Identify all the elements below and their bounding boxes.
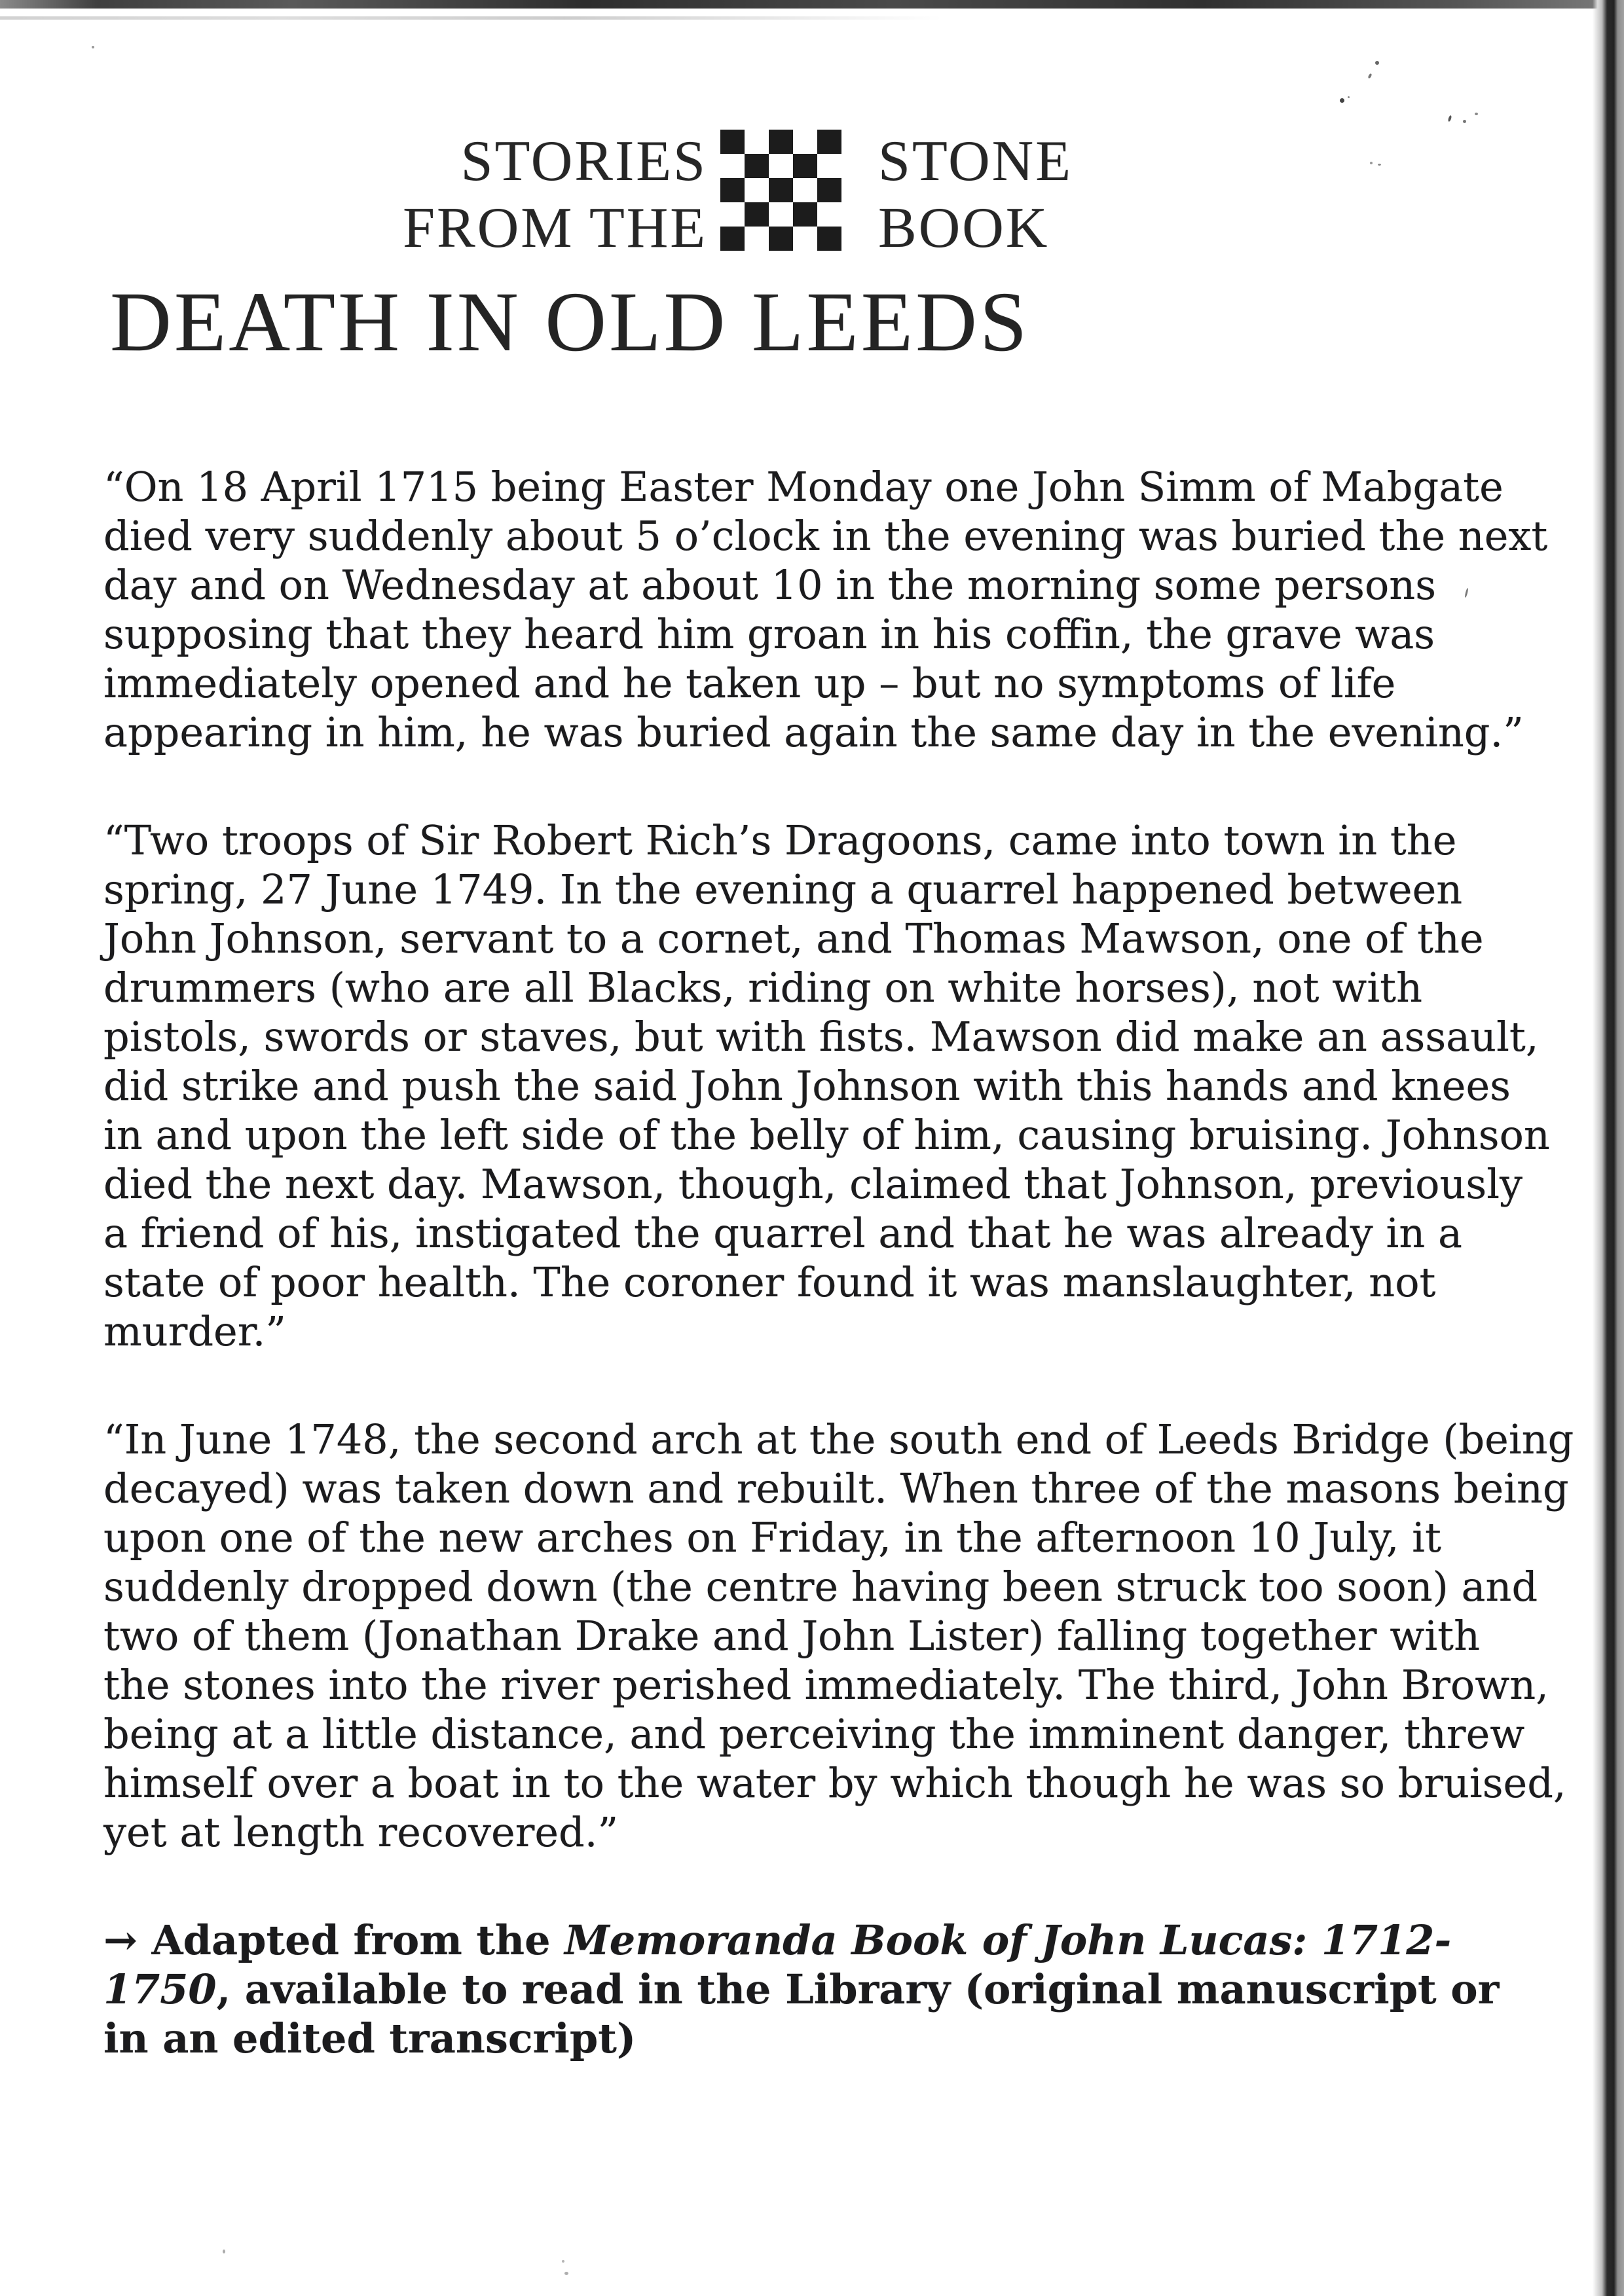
checkerboard-cell xyxy=(817,227,841,251)
checkerboard-cell xyxy=(793,154,817,178)
text-line: decayed) was taken down and rebuilt. When three of the masons being xyxy=(103,1465,1569,1512)
checkerboard-cell xyxy=(793,130,817,154)
italic-text-segment: 1750 xyxy=(103,1965,217,2013)
checkerboard-cell xyxy=(769,154,793,178)
text-line: supposing that they heard him groan in his coffin, the grave was xyxy=(103,610,1435,658)
scan-speck xyxy=(223,2250,225,2253)
checkerboard-cell xyxy=(720,178,745,202)
checkerboard-cell xyxy=(720,202,745,227)
checkerboard-cell xyxy=(769,227,793,251)
text-line: drummers (who are all Blacks, riding on white horses), not with xyxy=(103,964,1423,1011)
checkerboard-cell xyxy=(769,202,793,227)
text-line: day and on Wednesday at about 10 in the morning some persons xyxy=(103,561,1437,609)
story-paragraph-1 xyxy=(103,462,1548,757)
text-line xyxy=(103,2014,1505,2063)
checkerboard-cell xyxy=(745,154,769,178)
checkerboard-cell xyxy=(745,130,769,154)
text-segment: , available to read in the Library (original manuscript or xyxy=(216,1965,1500,2013)
article-body xyxy=(103,462,1574,2063)
scan-speck xyxy=(92,46,94,48)
scan-speck xyxy=(1378,164,1381,166)
attribution-note xyxy=(103,1916,1505,2063)
story-paragraph-3 xyxy=(103,1415,1574,1857)
scan-speck xyxy=(1448,115,1452,122)
text-line: pistols, swords or staves, but with fists. Mawson did make an assault, xyxy=(103,1013,1539,1061)
scan-speck xyxy=(1340,98,1344,103)
scan-speck xyxy=(1367,73,1372,79)
scan-edge-top-secondary xyxy=(0,16,942,20)
checkerboard-cell xyxy=(720,154,745,178)
scan-speck xyxy=(564,2272,568,2275)
masthead xyxy=(365,128,1073,262)
checkerboard-cell xyxy=(769,178,793,202)
checkerboard-cell xyxy=(817,154,841,178)
text-line: being at a little distance, and perceiving the imminent danger, threw xyxy=(103,1710,1525,1758)
text-line: a friend of his, instigated the quarrel and that he was already in a xyxy=(103,1209,1462,1257)
text-line: upon one of the new arches on Friday, in the afternoon 10 July, it xyxy=(103,1514,1441,1561)
story-paragraph-2 xyxy=(103,816,1550,1356)
text-segment: → Adapted from the xyxy=(103,1916,565,1964)
checkerboard-cell xyxy=(817,178,841,202)
masthead-word: BOOK xyxy=(878,196,1050,260)
checkerboard-logo-icon xyxy=(720,130,841,251)
scan-speck xyxy=(1375,61,1379,65)
masthead-left-text xyxy=(365,128,707,262)
checkerboard-cell xyxy=(817,202,841,227)
checkerboard-cell xyxy=(817,130,841,154)
text-line: did strike and push the said John Johnson with this hands and knees xyxy=(103,1062,1511,1110)
scan-edge-right xyxy=(1593,0,1624,2296)
text-line: died the next day. Mawson, though, claimed that Johnson, previously xyxy=(103,1160,1523,1208)
scan-speck xyxy=(1475,113,1478,115)
scan-speck xyxy=(1348,96,1350,98)
masthead-word: STONE xyxy=(878,130,1073,193)
page-title: DEATH IN OLD LEEDS xyxy=(110,275,1030,369)
text-line: himself over a boat in to the water by which though he was so bruised, xyxy=(103,1759,1566,1807)
checkerboard-cell xyxy=(769,130,793,154)
text-line: John Johnson, servant to a cornet, and Thomas Mawson, one of the xyxy=(103,915,1484,962)
text-line: “Two troops of Sir Robert Rich’s Dragoons, came into town in the xyxy=(103,816,1457,864)
checkerboard-cell xyxy=(720,227,745,251)
checkerboard-cell xyxy=(793,227,817,251)
masthead-word: STORIES xyxy=(460,130,707,193)
text-line: spring, 27 June 1749. In the evening a quarrel happened between xyxy=(103,866,1463,913)
text-line: suddenly dropped down (the centre having been struck too soon) and xyxy=(103,1563,1538,1611)
text-line: immediately opened and he taken up – but no symptoms of life xyxy=(103,659,1396,707)
checkerboard-cell xyxy=(793,202,817,227)
text-line: appearing in him, he was buried again the same day in the evening.” xyxy=(103,708,1524,756)
text-line: “In June 1748, the second arch at the south end of Leeds Bridge (being xyxy=(103,1415,1574,1463)
checkerboard-cell xyxy=(745,178,769,202)
text-line: died very suddenly about 5 o’clock in the evening was buried the next xyxy=(103,512,1548,560)
text-line xyxy=(103,1916,1505,1965)
text-line: murder.” xyxy=(103,1307,286,1355)
text-line: “On 18 April 1715 being Easter Monday one John Simm of Mabgate xyxy=(103,463,1504,511)
scan-speck xyxy=(562,2260,564,2263)
scan-edge-top xyxy=(0,0,1624,9)
text-segment: in an edited transcript) xyxy=(103,2014,637,2062)
masthead-right-text xyxy=(878,128,1073,262)
italic-text-segment: Memoranda Book of John Lucas: 1712- xyxy=(564,1916,1452,1964)
text-line xyxy=(103,1965,1505,2014)
text-line: state of poor health. The coroner found it was manslaughter, not xyxy=(103,1258,1436,1306)
checkerboard-cell xyxy=(720,130,745,154)
scan-speck xyxy=(1370,162,1373,164)
text-line: in and upon the left side of the belly of him, causing bruising. Johnson xyxy=(103,1111,1550,1159)
checkerboard-cell xyxy=(745,227,769,251)
text-line: two of them (Jonathan Drake and John Lister) falling together with xyxy=(103,1612,1481,1660)
checkerboard-cell xyxy=(793,178,817,202)
text-line: the stones into the river perished immediately. The third, John Brown, xyxy=(103,1661,1549,1709)
masthead-word: FROM THE xyxy=(403,196,707,260)
checkerboard-cell xyxy=(745,202,769,227)
scan-speck xyxy=(1463,120,1466,123)
text-line: yet at length recovered.” xyxy=(103,1808,619,1856)
